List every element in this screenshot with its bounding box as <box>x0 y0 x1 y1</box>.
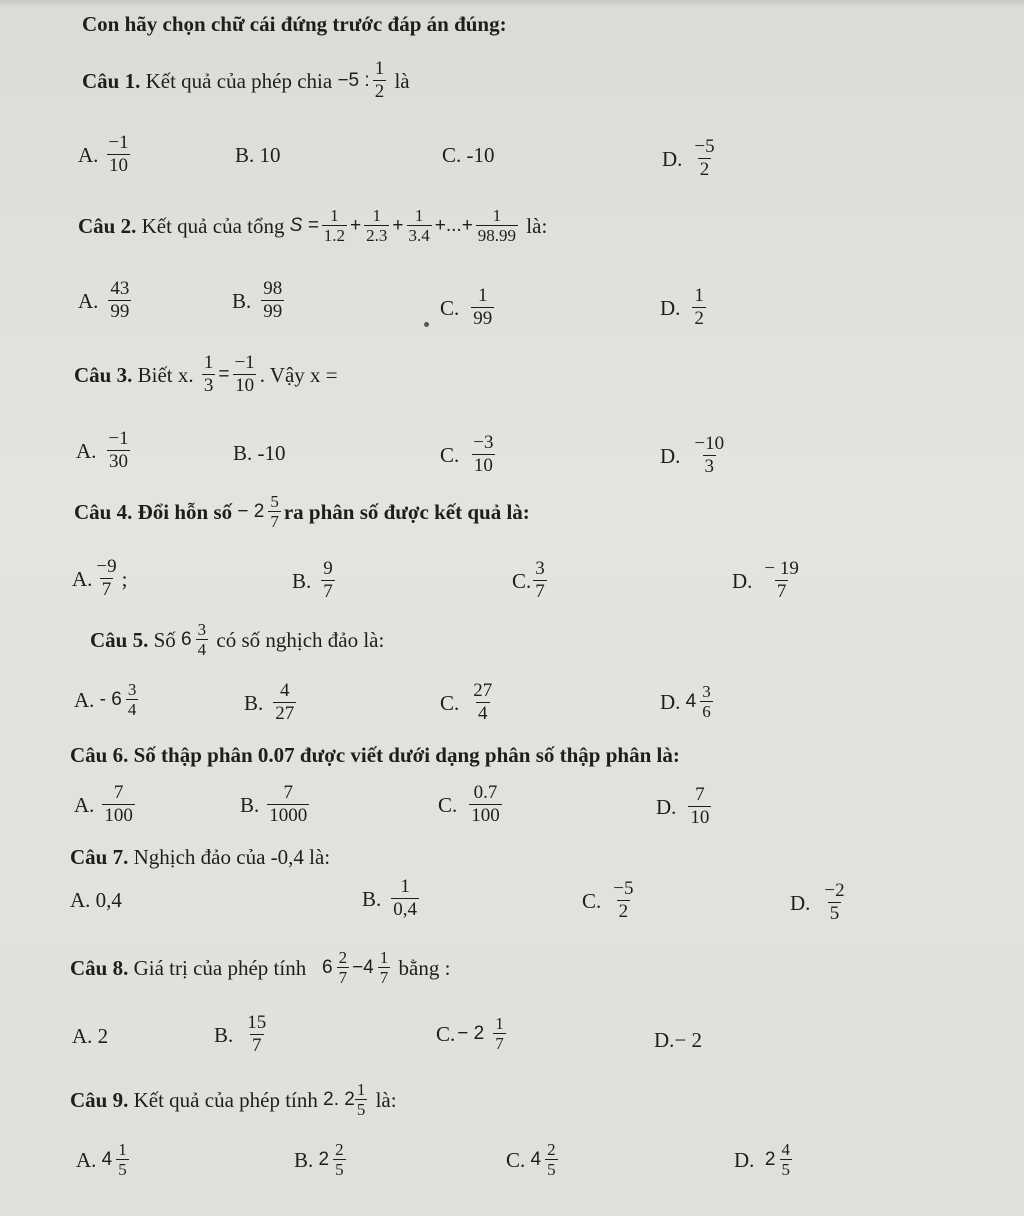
option-d[interactable]: D. $\frac{-10}{3}$ <box>660 433 725 477</box>
instruction-heading: Con hãy chọn chữ cái đứng trước đáp án đúng: <box>82 12 507 36</box>
option-a[interactable]: A. $\frac{43}{99}$ <box>78 278 130 322</box>
question-1 <box>82 58 410 103</box>
option-c[interactable]: C. $\frac{-5}{2}$ <box>582 878 634 922</box>
option-a[interactable]: A. 0,4 <box>70 888 122 912</box>
option-c[interactable]: C. $\frac{27}{4}$ <box>440 680 493 724</box>
option-b[interactable]: B. $\frac{9}{7}$ <box>292 558 333 602</box>
page-top-edge <box>0 0 1024 8</box>
option-b[interactable]: B. $\frac{4}{27}$ <box>244 680 295 724</box>
option-a[interactable]: A. $\frac{-1}{30}$ <box>76 428 129 472</box>
option-a[interactable]: A. $\frac{7}{100}$ <box>74 782 133 826</box>
question-7: Câu 7. Nghịch đảo của -0,4 là: <box>70 845 331 869</box>
question-text: Kết quả của phép chia <box>145 68 333 93</box>
option-c[interactable]: C. $\frac{-3}{10}$ <box>440 432 494 476</box>
option-c[interactable]: C. 4 $\frac{2}{5}$ <box>506 1140 556 1179</box>
option-a[interactable]: A. 4 $\frac{1}{5}$ <box>76 1140 127 1179</box>
question-4: Câu 4. Đổi hỗn số − 2 $\frac{5}{7}$ ra phân số được kết quả là: <box>74 492 530 531</box>
option-c[interactable]: C. $\frac{0.7}{100}$ <box>438 782 500 826</box>
expression-prefix: −5 : <box>337 69 370 91</box>
option-b[interactable]: B. $\frac{98}{99}$ <box>232 278 283 322</box>
option-c[interactable]: C. − 2 $\frac{1}{7}$ <box>436 1014 504 1053</box>
question-5: Câu 5. Số 6 $\frac{3}{4}$ có số nghịch đảo là: <box>90 620 385 659</box>
option-d[interactable]: D. 4 $\frac{3}{6}$ <box>660 682 711 721</box>
option-c[interactable]: C. -10 <box>442 143 495 167</box>
option-a[interactable]: A. - 6 $\frac{3}{4}$ <box>74 680 137 719</box>
option-b[interactable]: B. -10 <box>233 441 286 465</box>
option-a[interactable]: A. 2 <box>72 1024 109 1048</box>
stray-mark <box>424 322 429 327</box>
option-d[interactable]: D. $\frac{-5}{2}$ <box>662 136 715 180</box>
option-d[interactable]: D.− 2 <box>654 1028 703 1052</box>
question-tail: là <box>394 68 410 93</box>
option-b[interactable]: B. 2 $\frac{2}{5}$ <box>294 1140 344 1179</box>
question-2: Câu 2. Kết quả của tổng S = $\frac{1}{1.2}$ + $\frac{1}{2.3}$ + $\frac{1}{3.4}$ +...+ $\frac{1}{98.99}$ là: <box>78 206 548 245</box>
question-label: Câu 1. <box>82 68 141 93</box>
option-c[interactable]: C. $\frac{3}{7}$ <box>512 558 545 602</box>
option-a[interactable]: A. $\frac{-1}{10}$ <box>78 132 129 176</box>
option-d[interactable]: D. $\frac{1}{2}$ <box>660 285 704 329</box>
option-b[interactable]: B. $\frac{15}{7}$ <box>214 1012 267 1056</box>
option-b[interactable]: B. $\frac{1}{0,4}$ <box>362 876 418 920</box>
option-d[interactable]: D. $\frac{-2}{5}$ <box>790 880 845 924</box>
question-8: Câu 8. Giá trị của phép tính 6 $\frac{2}{7}$ − 4 $\frac{1}{7}$ bằng : <box>70 948 451 987</box>
option-b[interactable]: B. 10 <box>235 143 281 167</box>
option-d[interactable]: D. 2 $\frac{4}{5}$ <box>734 1140 790 1179</box>
expression-fraction: $\frac{1}{2}$ <box>374 58 385 102</box>
question-6: Câu 6. Số thập phân 0.07 được viết dưới dạng phân số thập phân là: <box>70 743 680 767</box>
option-c[interactable]: C. $\frac{1}{99}$ <box>440 285 493 329</box>
option-d[interactable]: D. $\frac{- 19}{7}$ <box>732 558 799 602</box>
option-a[interactable]: A. $\frac{-9}{7}$ ; <box>72 556 128 600</box>
question-9: Câu 9. Kết quả của phép tính 2. 2 $\frac{1}{5}$ là: <box>70 1080 397 1119</box>
option-b[interactable]: B. $\frac{7}{1000}$ <box>240 782 308 826</box>
question-3: Câu 3. Biết x. $\frac{1}{3}$ = $\frac{-1}{10}$ . Vậy x = <box>74 352 338 396</box>
option-d[interactable]: D. $\frac{7}{10}$ <box>656 784 710 828</box>
